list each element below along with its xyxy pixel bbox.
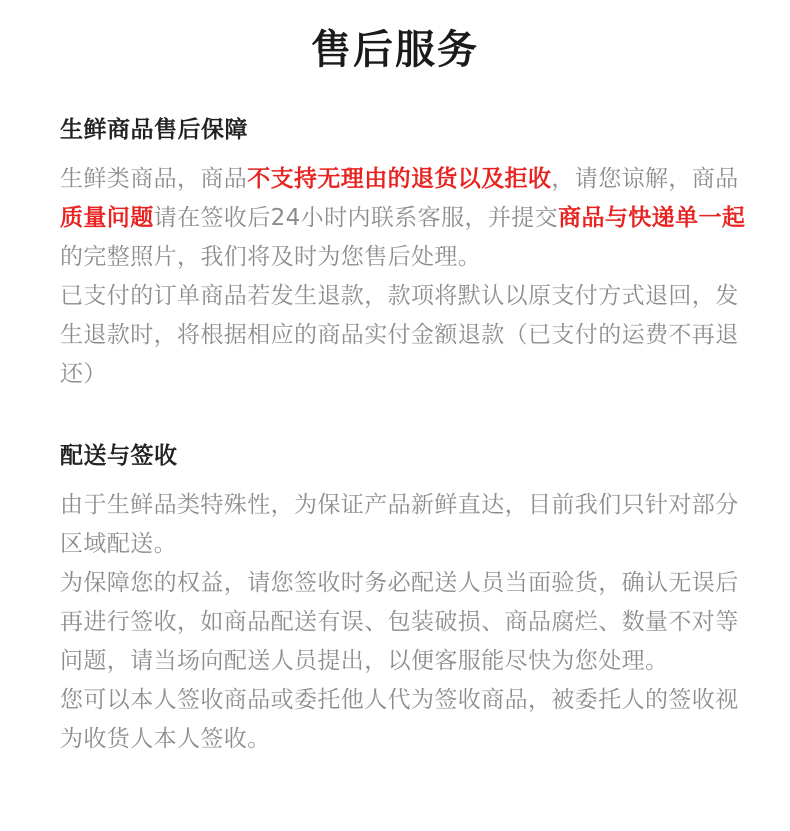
policy-text: 请在签收后24小时内联系客服，并提交	[153, 205, 559, 231]
page-title: 售后服务	[311, 27, 479, 73]
fresh-goods-guarantee-section	[60, 112, 760, 394]
delivery-and-receipt-section	[60, 438, 760, 759]
refund-method-paragraph: 已支付的订单商品若发生退款，款项将默认以原支付方式退回，发生退款时，将根据相应的商品实付金额退款（已支付的运费不再退还）	[60, 283, 739, 387]
inspection-paragraph: 为保障您的权益，请您签收时务必配送人员当面验货，确认无误后再进行签收，如商品配送有误、包装破损、商品腐烂、数量不对等问题，请当场向配送人员提出，以便客服能尽快为您处理。	[60, 570, 739, 674]
policy-text: 的完整照片，我们将及时为您售后处理。	[60, 244, 482, 270]
proxy-signing-paragraph: 您可以本人签收商品或委托他人代为签收商品，被委托人的签收视为收货人本人签收。	[60, 687, 739, 752]
photo-requirement-highlight: 商品与快递单一起	[558, 205, 746, 231]
section-heading: 生鲜商品售后保障	[60, 117, 248, 143]
policy-text: ，请您谅解，商品	[551, 166, 739, 192]
policy-text: 生鲜类商品，商品	[60, 166, 248, 192]
refund-policy-paragraph	[60, 160, 760, 277]
quality-issue-highlight: 质量问题	[60, 205, 154, 231]
delivery-area-paragraph: 由于生鲜品类特殊性，为保证产品新鲜直达，目前我们只针对部分区域配送。	[60, 492, 739, 557]
no-return-highlight: 不支持无理由的退货以及拒收	[247, 166, 552, 192]
section-heading: 配送与签收	[60, 443, 178, 469]
